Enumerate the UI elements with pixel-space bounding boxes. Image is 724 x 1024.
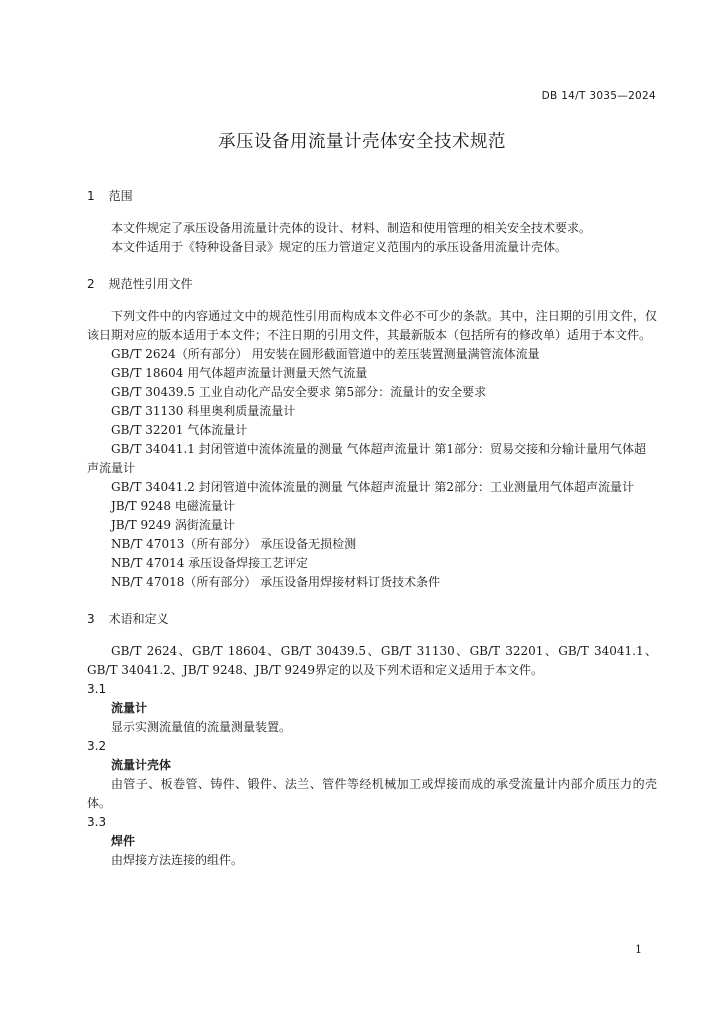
document-body [87,186,657,870]
section-heading-scope [87,186,657,206]
term-definition: 显示实测流量值的流量测量装置。 [111,720,292,734]
term-number: 3.3 [87,815,107,829]
term-number: 3.1 [87,682,107,696]
section-heading-normative-references [87,274,657,294]
scope-paragraph: 本文件规定了承压设备用流量计壳体的设计、材料、制造和使用管理的相关安全技术要求。 [111,221,592,235]
page-number: 1 [635,943,642,956]
section-heading-terms [87,609,657,629]
section-title: 术语和定义 [108,612,169,626]
section-number: 1 [87,189,95,203]
section-number: 2 [87,277,95,291]
document-title: 承压设备用流量计壳体安全技术规范 [218,131,506,152]
reference-item: NB/T 47013（所有部分） 承压设备无损检测 [111,537,357,551]
term-number: 3.2 [87,739,107,753]
reference-item: GB/T 32201 气体流量计 [111,423,248,437]
section-number: 3 [87,612,95,626]
reference-item: GB/T 31130 科里奥利质量流量计 [111,404,296,418]
reference-item: NB/T 47018（所有部分） 承压设备用焊接材料订货技术条件 [111,575,441,589]
term-name: 焊件 [111,834,136,848]
reference-item: NB/T 47014 承压设备焊接工艺评定 [111,556,309,570]
term-name: 流量计壳体 [111,758,172,772]
reference-item: GB/T 30439.5 工业自动化产品安全要求 第5部分：流量计的安全要求 [111,385,487,399]
section-title: 范围 [108,189,133,203]
document-code: DB 14/T 3035—2024 [541,90,656,102]
term-definition: 由管子、板卷管、铸件、锻件、法兰、管件等经机械加工或焊接而成的承受流量计内部介质压力的壳体。 [87,777,657,810]
reference-item: GB/T 34041.2 封闭管道中流体流量的测量 气体超声流量计 第2部分：工业测量用气体超声流量计 [111,480,634,494]
reference-item: GB/T 18604 用气体超声流量计测量天然气流量 [111,366,368,380]
terms-intro: GB/T 2624、GB/T 18604、GB/T 30439.5、GB/T 31130、GB/T 32201、GB/T 34041.1、GB/T 34041.2、JB/T 9248、JB/T 9249界定的以及下列术语和定义适用于本文件。 [87,644,657,677]
reference-item: GB/T 34041.1 封闭管道中流体流量的测量 气体超声流量计 第1部分：贸易交接和分输计量用气体超声流量计 [87,442,646,475]
reference-item: JB/T 9249 涡街流量计 [111,518,235,532]
term-name: 流量计 [111,701,148,715]
section-title: 规范性引用文件 [108,277,193,291]
term-definition: 由焊接方法连接的组件。 [111,853,244,867]
scope-paragraph: 本文件适用于《特种设备目录》规定的压力管道定义范围内的承压设备用流量计壳体。 [111,240,568,254]
references-intro: 下列文件中的内容通过文中的规范性引用而构成本文件必不可少的条款。其中，注日期的引用文件，仅该日期对应的版本适用于本文件；不注日期的引用文件，其最新版本（包括所有的修改单）适用于本文件。 [87,309,657,342]
reference-item: GB/T 2624（所有部分） 用安装在圆形截面管道中的差压装置测量满管流体流量 [111,347,540,361]
reference-item: JB/T 9248 电磁流量计 [111,499,235,513]
